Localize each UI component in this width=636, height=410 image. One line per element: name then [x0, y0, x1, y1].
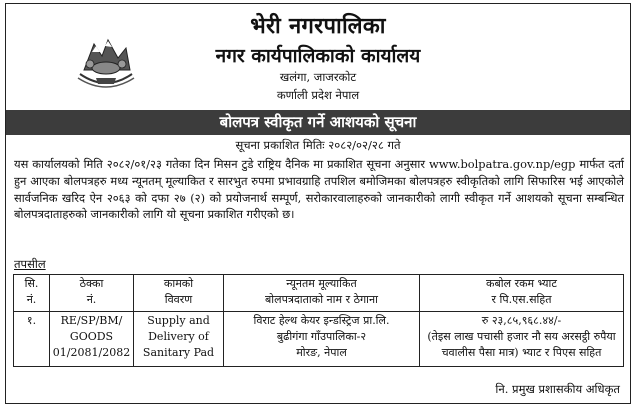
header-work-description: कामको विवरण [134, 275, 224, 312]
header-bidder: न्यूनतम मूल्याकित बोलपत्रदाताको नाम र ठेगाना [224, 275, 420, 312]
cell-serial: १. [14, 312, 50, 367]
address-line-1: खलंगा, जाजरकोट [279, 70, 357, 84]
office-name: नगर कार्यपालिकाको कार्यालय [215, 45, 421, 67]
letterhead [6, 4, 630, 108]
table-header-row [14, 275, 624, 312]
notice-page [5, 3, 631, 404]
signature-title: नि. प्रमुख प्रशासकीय अधिकृत [495, 382, 620, 396]
bid-details-table [13, 274, 624, 367]
publication-date: सूचना प्रकाशित मितिः २०८२/०२/२८ गते [235, 138, 401, 152]
cell-bidder: विराट हेल्थ केयर इन्डस्ट्रिज प्रा.लि. बुढीगंगा गाँउपालिका-२ मोरङ, नेपाल [224, 312, 420, 367]
header-serial: सि. नं. [14, 275, 50, 312]
cell-contract-no: RE/SP/BM/ GOODS 01/2081/2082 [50, 312, 134, 367]
notice-title: बोलपत्र स्वीकृत गर्ने आशयको सूचना [6, 110, 630, 135]
table-row [14, 312, 624, 367]
header-contract-no: ठेक्का नं. [50, 275, 134, 312]
address-line-2: कर्णाली प्रदेश नेपाल [276, 88, 360, 102]
tapsil-label: तपसील [14, 257, 46, 271]
org-name: भेरी नगरपालिका [250, 14, 386, 39]
cell-amount: रु २३,८५,९६८.४४/- (तेइस लाख पचासी हजार नौ सय अरसट्ठी रुपैया चवालीस पैसा मात्र) भ्याट र पिएस सहित [420, 312, 624, 367]
header-amount: कबोल रकम भ्याट र पि.एस.सहित [420, 275, 624, 312]
notice-body: यस कार्यालयको मिति २०८२/०१/२३ गतेका दिन मिसन टुडे राष्ट्रिय दैनिक मा प्रकाशित सूचना अनुसार www.bolpatra.gov.np/egp मार्फत दर्ता हुन आएका बोलपत्रहरु मध्य न्यूनतम् मूल्याकित र सारभुत रुपमा प्रभावग्राहि तपशिल बमोजिमका बोलपत्रहरु स्वीकृतिको लागि सिफारिस भई आएकोले सार्वजनिक खरिद ऐन २०६३ को दफा २७ (२) को प्रयोजनार्थ सम्पूर्ण, सरोकारवालाहरुको जानकारीको लागी स्वीकृत गर्ने आशयको सूचना सम्बन्धित बोलपत्रदाताहरुको जानकारीको लागि यो सूचना प्रकाशित गरीएको छ। [14, 157, 624, 222]
cell-work-description: Supply and Delivery of Sanitary Pad [134, 312, 224, 367]
